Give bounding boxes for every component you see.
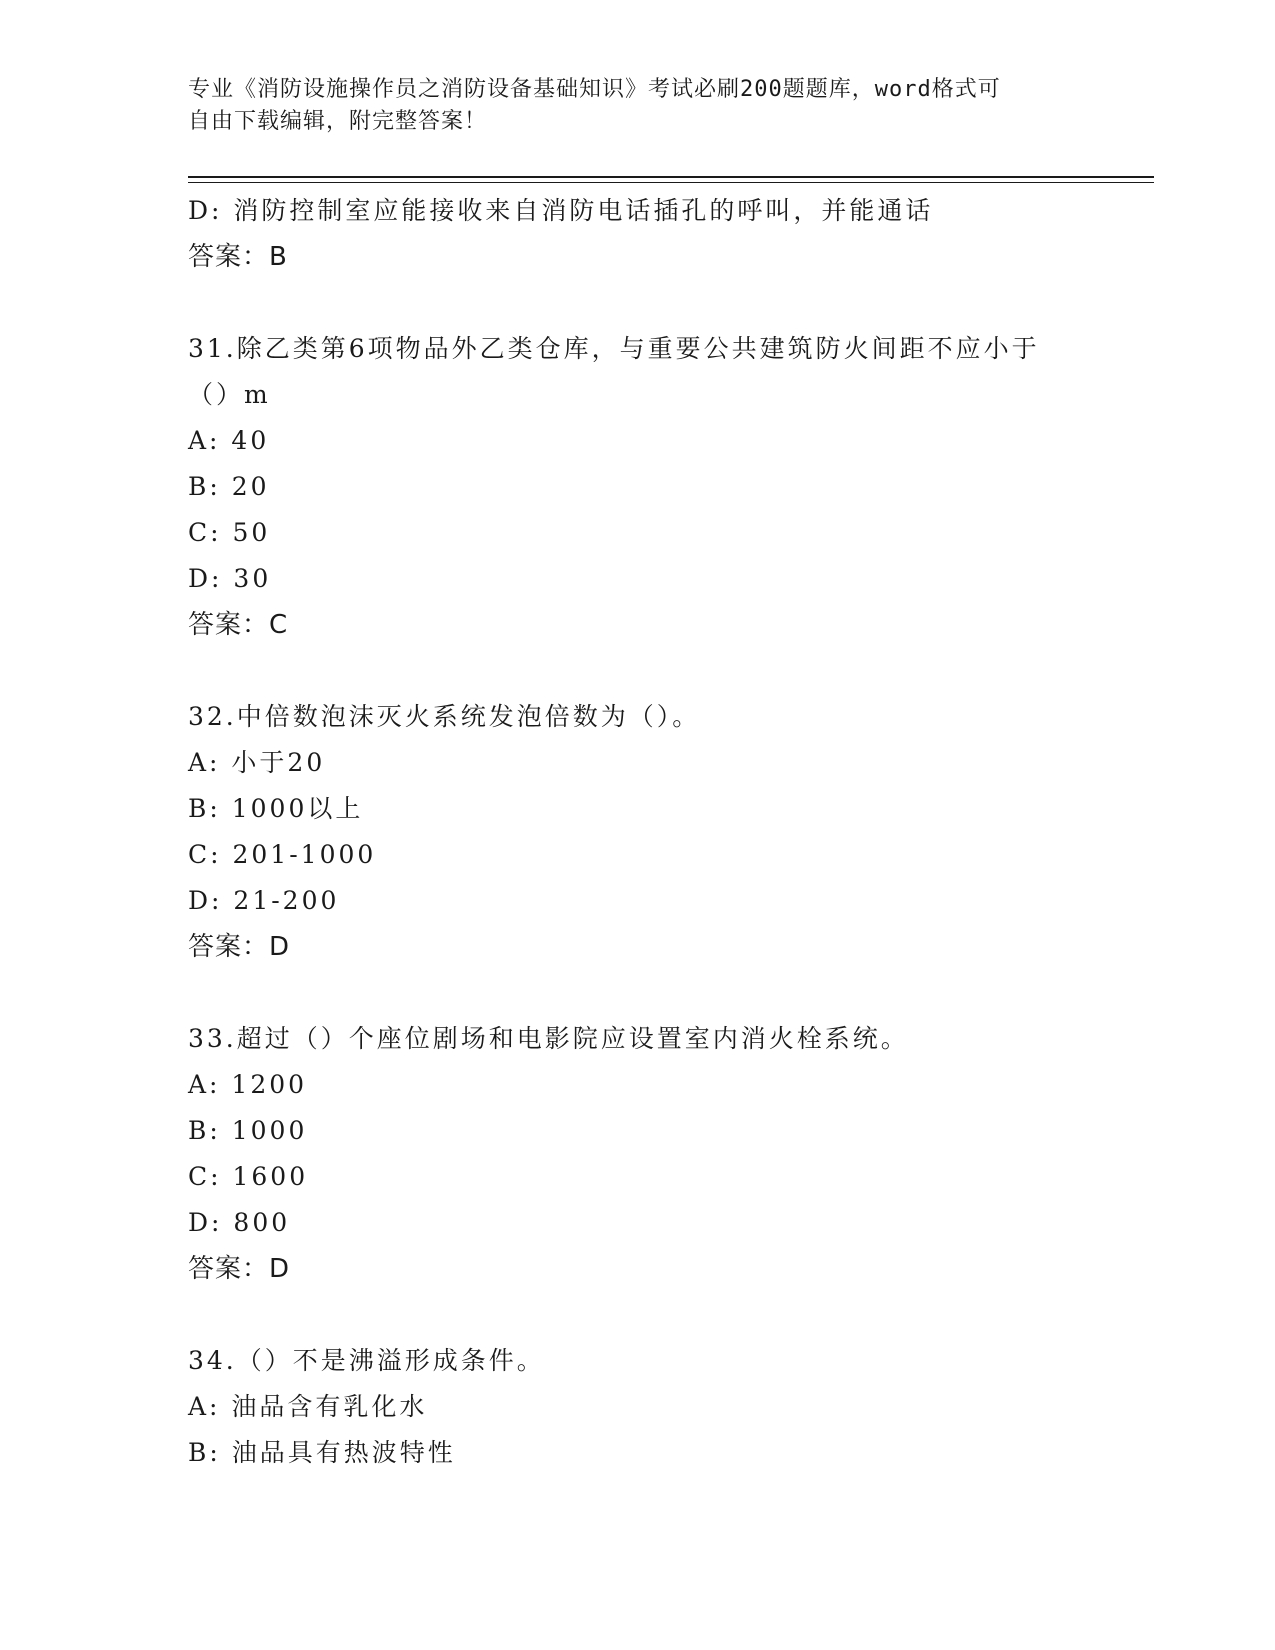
option-a: A: 油品含有乳化水 [188,1392,428,1421]
option-c: C: 50 [188,518,271,547]
question-list [188,188,1148,1476]
option-d: D: 800 [188,1208,291,1237]
option-d: D: 30 [188,564,272,593]
question-33 [188,1016,1148,1292]
question-32 [188,694,1148,970]
question-stem: 33.超过（）个座位剧场和电影院应设置室内消火栓系统。 [188,1024,909,1053]
question-34 [188,1338,1148,1476]
option-a: A: 小于20 [188,748,326,777]
option-c: C: 201-1000 [188,840,377,869]
spacer [188,280,1148,326]
header-rule-thick [188,176,1154,178]
question-stem: 34.（）不是沸溢形成条件。 [188,1346,545,1375]
option-b: B: 1000 [188,1116,308,1145]
question-stem-continued: （）m [188,380,271,409]
question-31 [188,326,1148,648]
option-c: C: 1600 [188,1162,309,1191]
prev-answer: 答案：B [188,242,288,272]
header-rule-thin [188,182,1154,183]
option-d: D: 21-200 [188,886,340,915]
answer: 答案：D [188,1254,291,1284]
spacer [188,970,1148,1016]
document-header [188,74,1088,138]
answer: 答案：D [188,932,291,962]
spacer [188,648,1148,694]
header-line-1: 专业《消防设施操作员之消防设备基础知识》考试必刷200题题库，word格式可 [188,77,1001,102]
question-stem: 31.除乙类第6项物品外乙类仓库，与重要公共建筑防火间距不应小于 [188,334,1040,363]
answer: 答案：C [188,610,289,640]
option-a: A: 40 [188,426,270,455]
option-b: B: 1000以上 [188,794,364,823]
option-a: A: 1200 [188,1070,308,1099]
option-b: B: 油品具有热波特性 [188,1438,456,1467]
spacer [188,1292,1148,1338]
header-line-2: 自由下载编辑，附完整答案！ [188,109,488,134]
option-b: B: 20 [188,472,270,501]
prev-option-d: D: 消防控制室应能接收来自消防电话插孔的呼叫，并能通话 [188,196,934,225]
question-stem: 32.中倍数泡沫灭火系统发泡倍数为（）。 [188,702,701,731]
